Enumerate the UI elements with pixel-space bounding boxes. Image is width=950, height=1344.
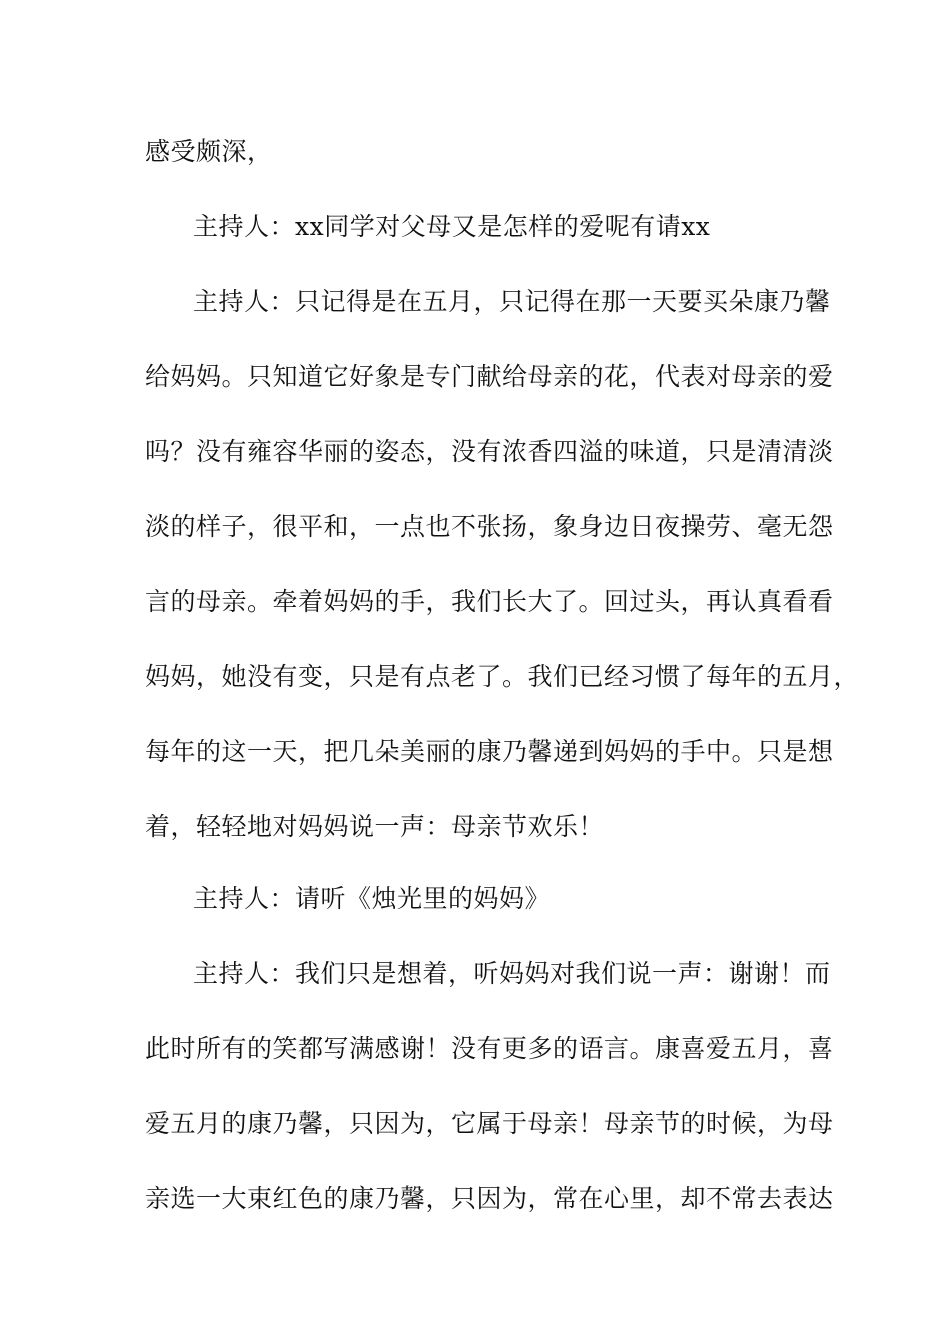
text-line: 吗？没有雍容华丽的姿态，没有浓香四溢的味道，只是清清淡 [145,437,834,466]
text-line: 爱五月的康乃馨，只因为，它属于母亲！母亲节的时候，为母 [145,1109,834,1138]
text-line: 给妈妈。只知道它好象是专门献给母亲的花，代表对母亲的爱 [145,362,834,391]
paragraph-line: 主持人：请听《烛光里的妈妈》 [193,884,551,913]
text-line: 感受颇深， [145,137,273,166]
text-line: 言的母亲。牵着妈妈的手，我们长大了。回过头，再认真看看 [145,587,834,616]
text-line: 着，轻轻地对妈妈说一声：母亲节欢乐！ [145,812,605,841]
text-line: 每年的这一天，把几朵美丽的康乃馨递到妈妈的手中。只是想 [145,737,834,766]
text-line: 妈妈，她没有变，只是有点老了。我们已经习惯了每年的五月， [145,662,860,691]
text-line: 亲选一大束红色的康乃馨，只因为，常在心里，却不常去表达 [145,1184,834,1213]
text-line: 此时所有的笑都写满感谢！没有更多的语言。康喜爱五月，喜 [145,1034,834,1063]
text-line: 淡的样子，很平和，一点也不张扬，象身边日夜操劳、毫无怨 [145,512,834,541]
paragraph-line: 主持人：我们只是想着，听妈妈对我们说一声：谢谢！而 [193,959,831,988]
paragraph-line: 主持人：xx同学对父母又是怎样的爱呢有请xx [193,212,711,241]
paragraph-line: 主持人：只记得是在五月，只记得在那一天要买朵康乃馨 [193,287,831,316]
